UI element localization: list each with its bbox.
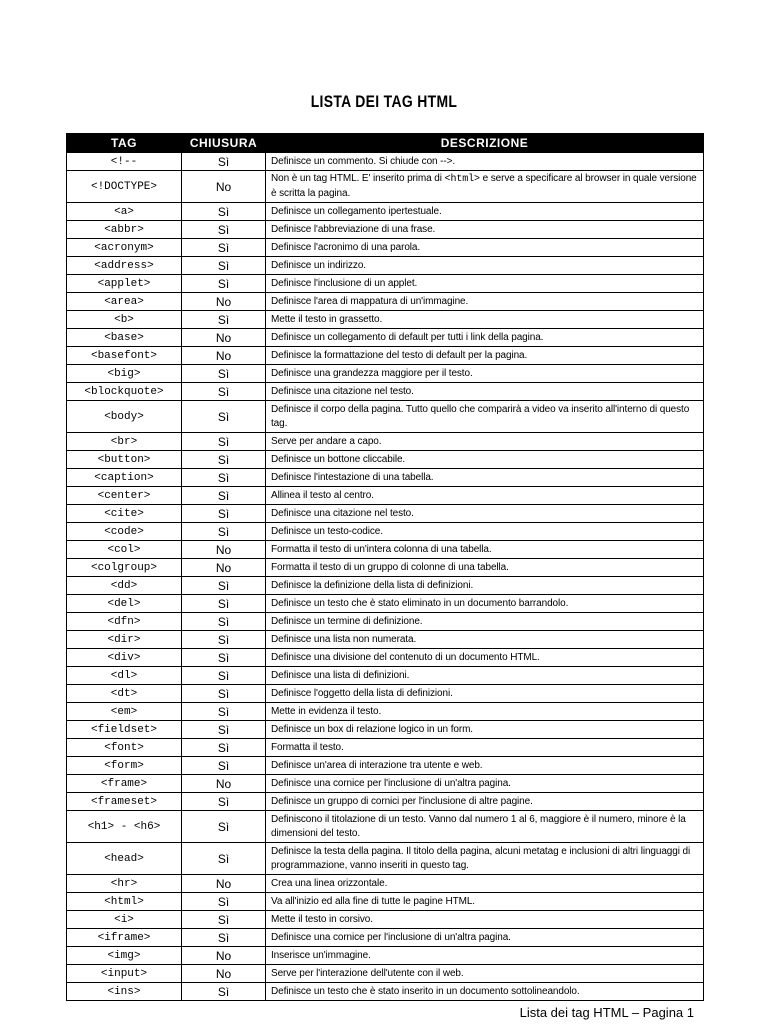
tag-cell: <br> (67, 433, 182, 451)
table-row (67, 613, 704, 631)
table-row (67, 667, 704, 685)
descrizione-cell: Definisce l'oggetto della lista di definizioni. (266, 685, 704, 703)
tag-cell: <area> (67, 293, 182, 311)
tag-cell: <del> (67, 595, 182, 613)
chiusura-cell: No (182, 875, 266, 893)
descrizione-cell: Va all'inizio ed alla fine di tutte le pagine HTML. (266, 893, 704, 911)
descrizione-cell: Definiscono il titolazione di un testo. Vanno dal numero 1 al 6, maggiore è il numero, minore è la dimensioni del testo. (266, 811, 704, 843)
tag-cell: <iframe> (67, 929, 182, 947)
chiusura-cell: Sì (182, 523, 266, 541)
table-row (67, 595, 704, 613)
tag-cell: <center> (67, 487, 182, 505)
chiusura-cell: No (182, 775, 266, 793)
chiusura-cell: Sì (182, 793, 266, 811)
descrizione-cell: Definisce l'abbreviazione di una frase. (266, 221, 704, 239)
table-row (67, 685, 704, 703)
table-header-row (67, 134, 704, 153)
chiusura-cell: Sì (182, 843, 266, 875)
table-row (67, 523, 704, 541)
table-row (67, 365, 704, 383)
table-row (67, 775, 704, 793)
column-header-tag: TAG (67, 134, 182, 153)
descrizione-cell (266, 171, 704, 203)
table-row (67, 649, 704, 667)
table-row (67, 893, 704, 911)
tag-cell: <frame> (67, 775, 182, 793)
descrizione-cell: Serve per andare a capo. (266, 433, 704, 451)
tag-cell: <a> (67, 203, 182, 221)
table-row (67, 703, 704, 721)
tag-cell: <frameset> (67, 793, 182, 811)
chiusura-cell: No (182, 541, 266, 559)
descrizione-cell: Formatta il testo. (266, 739, 704, 757)
chiusura-cell: Sì (182, 203, 266, 221)
descrizione-cell: Definisce l'intestazione di una tabella. (266, 469, 704, 487)
table-row (67, 843, 704, 875)
descrizione-cell: Mette il testo in grassetto. (266, 311, 704, 329)
descrizione-cell: Definisce la definizione della lista di definizioni. (266, 577, 704, 595)
tag-cell: <basefont> (67, 347, 182, 365)
descrizione-text: Non è un tag HTML. E' inserito prima di (271, 173, 445, 184)
tag-cell: <em> (67, 703, 182, 721)
table-row (67, 487, 704, 505)
chiusura-cell: Sì (182, 257, 266, 275)
descrizione-cell: Definisce il corpo della pagina. Tutto quello che comparirà a video va inserito all'interno di questo tag. (266, 401, 704, 433)
descrizione-cell: Inserisce un'immagine. (266, 947, 704, 965)
descrizione-cell: Definisce un termine di definizione. (266, 613, 704, 631)
descrizione-cell: Crea una linea orizzontale. (266, 875, 704, 893)
tag-cell: <input> (67, 965, 182, 983)
descrizione-cell: Definisce un collegamento di default per tutti i link della pagina. (266, 329, 704, 347)
tag-cell: <hr> (67, 875, 182, 893)
tag-cell: <form> (67, 757, 182, 775)
table-row (67, 383, 704, 401)
table-row (67, 631, 704, 649)
descrizione-cell: Definisce un'area di interazione tra utente e web. (266, 757, 704, 775)
tag-cell: <!-- (67, 153, 182, 171)
tag-cell: <html> (67, 893, 182, 911)
descrizione-cell: Definisce l'area di mappatura di un'immagine. (266, 293, 704, 311)
table-row (67, 875, 704, 893)
chiusura-cell: Sì (182, 649, 266, 667)
tag-cell: <colgroup> (67, 559, 182, 577)
tag-cell: <dt> (67, 685, 182, 703)
descrizione-cell: Definisce la testa della pagina. Il titolo della pagina, alcuni metatag e inclusioni di altri linguaggi di programmazione, vanno inseriti in questo tag. (266, 843, 704, 875)
descrizione-cell: Allinea il testo al centro. (266, 487, 704, 505)
tag-cell: <applet> (67, 275, 182, 293)
descrizione-cell: Definisce l'inclusione di un applet. (266, 275, 704, 293)
chiusura-cell: Sì (182, 487, 266, 505)
tag-cell: <abbr> (67, 221, 182, 239)
table-body (67, 153, 704, 1001)
chiusura-cell: Sì (182, 703, 266, 721)
table-row (67, 983, 704, 1001)
column-header-descrizione: DESCRIZIONE (266, 134, 704, 153)
tag-cell: <code> (67, 523, 182, 541)
table-row (67, 757, 704, 775)
chiusura-cell: No (182, 965, 266, 983)
tag-cell: <!DOCTYPE> (67, 171, 182, 203)
descrizione-cell: Definisce un gruppo di cornici per l'inclusione di altre pagine. (266, 793, 704, 811)
chiusura-cell: Sì (182, 365, 266, 383)
chiusura-cell: No (182, 293, 266, 311)
table-row (67, 929, 704, 947)
tag-cell: <base> (67, 329, 182, 347)
chiusura-cell: Sì (182, 577, 266, 595)
descrizione-cell: Definisce una cornice per l'inclusione di un'altra pagina. (266, 775, 704, 793)
table-row (67, 239, 704, 257)
descrizione-cell: Definisce un collegamento ipertestuale. (266, 203, 704, 221)
descrizione-cell: Mette il testo in corsivo. (266, 911, 704, 929)
tag-cell: <dir> (67, 631, 182, 649)
tag-cell: <big> (67, 365, 182, 383)
table-row (67, 293, 704, 311)
tag-cell: <font> (67, 739, 182, 757)
table-row (67, 401, 704, 433)
tag-cell: <head> (67, 843, 182, 875)
chiusura-cell: Sì (182, 433, 266, 451)
chiusura-cell: Sì (182, 757, 266, 775)
tag-cell: <dd> (67, 577, 182, 595)
table-row (67, 965, 704, 983)
table-row (67, 329, 704, 347)
tag-cell: <dfn> (67, 613, 182, 631)
column-header-chiusura: CHIUSURA (182, 134, 266, 153)
chiusura-cell: Sì (182, 667, 266, 685)
descrizione-cell: Definisce un testo-codice. (266, 523, 704, 541)
descrizione-cell: Definisce un box di relazione logico in un form. (266, 721, 704, 739)
chiusura-cell: Sì (182, 153, 266, 171)
tag-cell: <fieldset> (67, 721, 182, 739)
descrizione-cell: Definisce un indirizzo. (266, 257, 704, 275)
chiusura-cell: Sì (182, 221, 266, 239)
tag-cell: <b> (67, 311, 182, 329)
table-row (67, 559, 704, 577)
descrizione-cell: Formatta il testo di un'intera colonna di una tabella. (266, 541, 704, 559)
chiusura-cell: Sì (182, 275, 266, 293)
table-row (67, 911, 704, 929)
chiusura-cell: No (182, 347, 266, 365)
chiusura-cell: Sì (182, 893, 266, 911)
chiusura-cell: Sì (182, 685, 266, 703)
table-row (67, 153, 704, 171)
tag-cell: <dl> (67, 667, 182, 685)
table-row (67, 577, 704, 595)
descrizione-cell: Definisce l'acronimo di una parola. (266, 239, 704, 257)
table-row (67, 347, 704, 365)
chiusura-cell: Sì (182, 595, 266, 613)
table-row (67, 433, 704, 451)
table-row (67, 275, 704, 293)
chiusura-cell: No (182, 559, 266, 577)
page-title: LISTA DEI TAG HTML (310, 92, 458, 111)
table-row (67, 257, 704, 275)
descrizione-cell: Definisce una cornice per l'inclusione di un'altra pagina. (266, 929, 704, 947)
chiusura-cell: Sì (182, 929, 266, 947)
descrizione-cell: Definisce un testo che è stato eliminato in un documento barrandolo. (266, 595, 704, 613)
descrizione-cell: Definisce una citazione nel testo. (266, 505, 704, 523)
descrizione-cell: Serve per l'interazione dell'utente con il web. (266, 965, 704, 983)
tag-cell: <acronym> (67, 239, 182, 257)
chiusura-cell: Sì (182, 613, 266, 631)
tag-cell: <i> (67, 911, 182, 929)
descrizione-cell: Definisce una lista di definizioni. (266, 667, 704, 685)
chiusura-cell: Sì (182, 739, 266, 757)
chiusura-cell: Sì (182, 721, 266, 739)
descrizione-cell: Definisce una grandezza maggiore per il testo. (266, 365, 704, 383)
chiusura-cell: Sì (182, 469, 266, 487)
table-row (67, 739, 704, 757)
tag-cell: <address> (67, 257, 182, 275)
descrizione-text: e serve a specificare al browser in quale versione è scritta la pagina. (271, 173, 697, 199)
tag-table (66, 133, 704, 1001)
table-row (67, 541, 704, 559)
descrizione-cell: Formatta il testo di un gruppo di colonne di una tabella. (266, 559, 704, 577)
table-row (67, 451, 704, 469)
page-footer: Lista dei tag HTML – Pagina 1 (519, 1005, 694, 1020)
chiusura-cell: Sì (182, 811, 266, 843)
chiusura-cell: Sì (182, 505, 266, 523)
chiusura-cell: No (182, 947, 266, 965)
chiusura-cell: Sì (182, 983, 266, 1001)
tag-cell: <ins> (67, 983, 182, 1001)
descrizione-cell: Definisce un testo che è stato inserito in un documento sottolineandolo. (266, 983, 704, 1001)
table-row (67, 469, 704, 487)
table-row (67, 947, 704, 965)
tag-cell: <col> (67, 541, 182, 559)
table-row (67, 171, 704, 203)
descrizione-code: <html> (444, 174, 480, 185)
table-row (67, 811, 704, 843)
table-row (67, 793, 704, 811)
tag-cell: <caption> (67, 469, 182, 487)
table-row (67, 505, 704, 523)
chiusura-cell: No (182, 171, 266, 203)
chiusura-cell: Sì (182, 911, 266, 929)
descrizione-cell: Definisce una lista non numerata. (266, 631, 704, 649)
descrizione-cell: Definisce una citazione nel testo. (266, 383, 704, 401)
descrizione-cell: Definisce una divisione del contenuto di un documento HTML. (266, 649, 704, 667)
chiusura-cell: Sì (182, 383, 266, 401)
descrizione-cell: Mette in evidenza il testo. (266, 703, 704, 721)
tag-cell: <cite> (67, 505, 182, 523)
table-row (67, 203, 704, 221)
tag-cell: <img> (67, 947, 182, 965)
table-row (67, 721, 704, 739)
chiusura-cell: No (182, 329, 266, 347)
table-row (67, 221, 704, 239)
tag-cell: <div> (67, 649, 182, 667)
tag-cell: <h1> - <h6> (67, 811, 182, 843)
chiusura-cell: Sì (182, 631, 266, 649)
table-row (67, 311, 704, 329)
tag-cell: <body> (67, 401, 182, 433)
chiusura-cell: Sì (182, 311, 266, 329)
chiusura-cell: Sì (182, 239, 266, 257)
chiusura-cell: Sì (182, 401, 266, 433)
descrizione-cell: Definisce un commento. Si chiude con -->. (266, 153, 704, 171)
descrizione-cell: Definisce la formattazione del testo di default per la pagina. (266, 347, 704, 365)
tag-cell: <blockquote> (67, 383, 182, 401)
descrizione-cell: Definisce un bottone cliccabile. (266, 451, 704, 469)
tag-cell: <button> (67, 451, 182, 469)
chiusura-cell: Sì (182, 451, 266, 469)
